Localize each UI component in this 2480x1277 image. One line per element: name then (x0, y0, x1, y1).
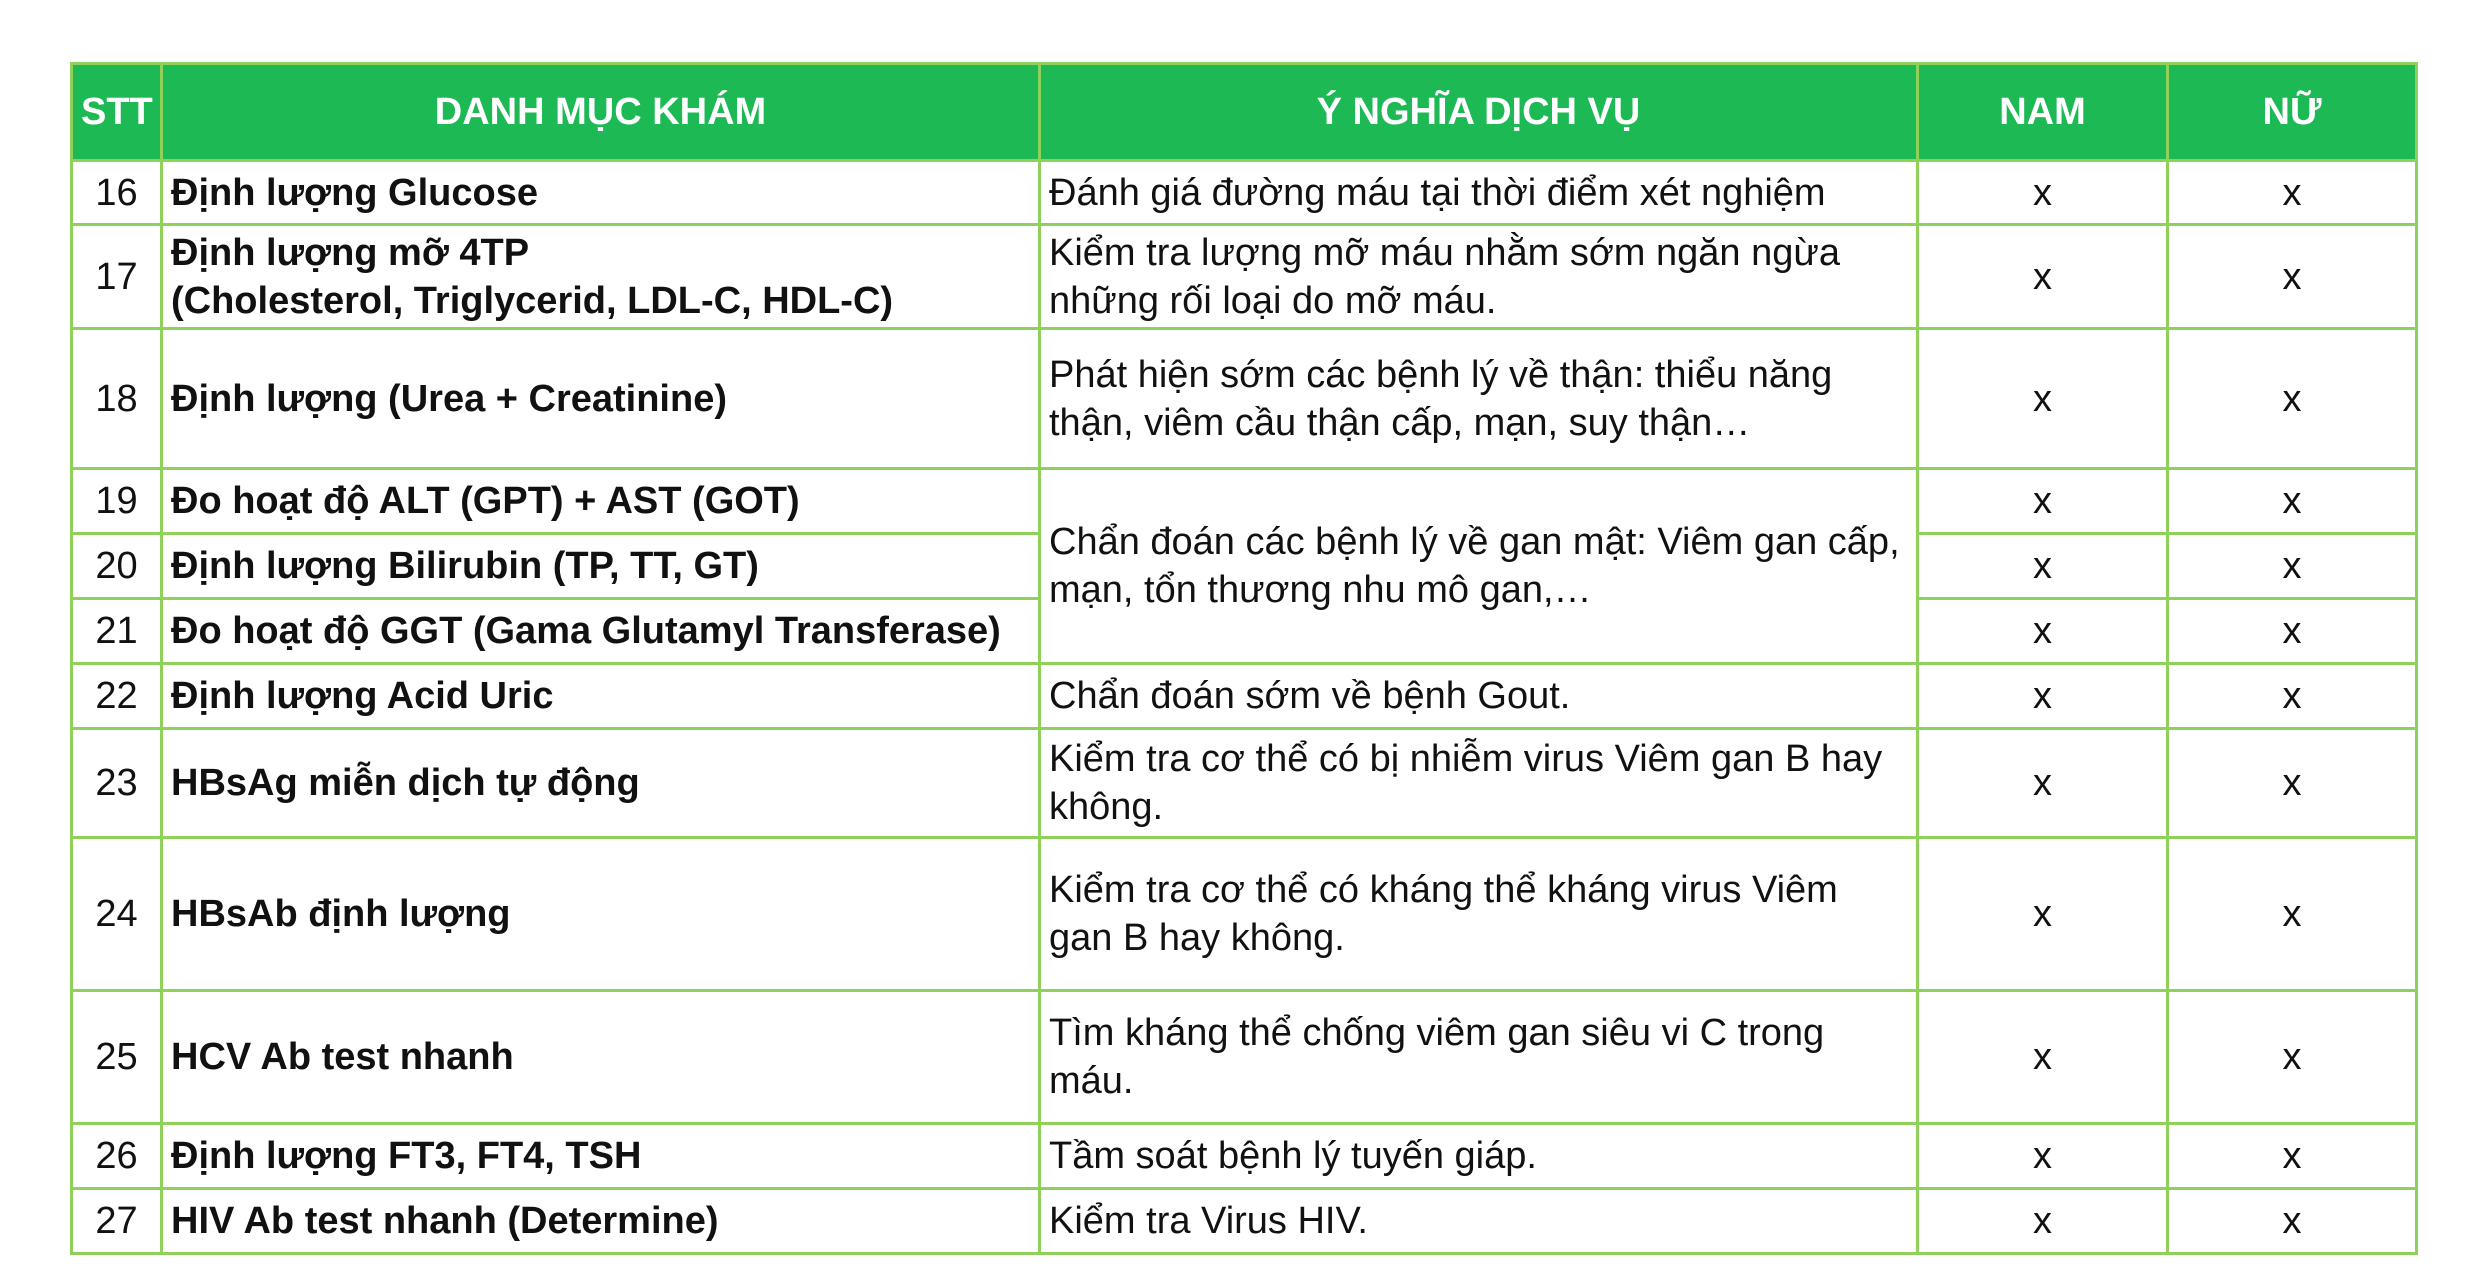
header-female: NỮ (2168, 64, 2417, 161)
header-stt: STT (72, 64, 162, 161)
header-name: DANH MỤC KHÁM (162, 64, 1040, 161)
row-name: Định lượng (Urea + Creatinine) (162, 329, 1040, 469)
row-male-mark: x (1918, 469, 2168, 534)
row-male-mark: x (1918, 664, 2168, 729)
row-name (162, 225, 1040, 329)
row-name: HBsAb định lượng (162, 838, 1040, 991)
row-female-mark: x (2168, 991, 2417, 1124)
row-female-mark: x (2168, 329, 2417, 469)
row-male-mark: x (1918, 729, 2168, 838)
row-meaning: Kiểm tra Virus HIV. (1040, 1189, 1918, 1254)
row-meaning: Phát hiện sớm các bệnh lý về thận: thiểu năng thận, viêm cầu thận cấp, mạn, suy thận… (1040, 329, 1918, 469)
row-female-mark: x (2168, 225, 2417, 329)
table-row (72, 329, 2417, 469)
row-stt: 17 (72, 225, 162, 329)
row-stt: 25 (72, 991, 162, 1124)
row-female-mark: x (2168, 534, 2417, 599)
row-stt: 23 (72, 729, 162, 838)
table-row (72, 838, 2417, 991)
row-stt: 26 (72, 1124, 162, 1189)
row-meaning: Đánh giá đường máu tại thời điểm xét nghiệm (1040, 161, 1918, 225)
table-row (72, 469, 2417, 534)
row-meaning: Kiểm tra cơ thể có bị nhiễm virus Viêm gan B hay không. (1040, 729, 1918, 838)
services-table (70, 62, 2418, 1255)
table-row (72, 225, 2417, 329)
row-name: HBsAg miễn dịch tự động (162, 729, 1040, 838)
row-male-mark: x (1918, 534, 2168, 599)
row-name-line1: Định lượng mỡ 4TP (171, 231, 530, 274)
table-row (72, 1124, 2417, 1189)
table-header-row (72, 64, 2417, 161)
row-stt: 24 (72, 838, 162, 991)
row-female-mark: x (2168, 1124, 2417, 1189)
row-meaning: Chẩn đoán sớm về bệnh Gout. (1040, 664, 1918, 729)
row-stt: 18 (72, 329, 162, 469)
row-name: Định lượng FT3, FT4, TSH (162, 1124, 1040, 1189)
row-stt: 27 (72, 1189, 162, 1254)
row-name: Đo hoạt độ GGT (Gama Glutamyl Transferase) (162, 599, 1040, 664)
row-stt: 22 (72, 664, 162, 729)
row-meaning-merged: Chẩn đoán các bệnh lý về gan mật: Viêm gan cấp, mạn, tổn thương nhu mô gan,… (1040, 469, 1918, 664)
row-female-mark: x (2168, 599, 2417, 664)
row-stt: 21 (72, 599, 162, 664)
row-male-mark: x (1918, 991, 2168, 1124)
row-meaning: Kiểm tra lượng mỡ máu nhằm sớm ngăn ngừa những rối loại do mỡ máu. (1040, 225, 1918, 329)
row-name: Định lượng Bilirubin (TP, TT, GT) (162, 534, 1040, 599)
row-male-mark: x (1918, 329, 2168, 469)
row-name: Định lượng Glucose (162, 161, 1040, 225)
row-stt: 20 (72, 534, 162, 599)
row-male-mark: x (1918, 599, 2168, 664)
row-male-mark: x (1918, 225, 2168, 329)
row-meaning: Tầm soát bệnh lý tuyến giáp. (1040, 1124, 1918, 1189)
row-male-mark: x (1918, 161, 2168, 225)
row-stt: 16 (72, 161, 162, 225)
services-table-container (70, 62, 2415, 1255)
row-meaning: Kiểm tra cơ thể có kháng thể kháng virus Viêm gan B hay không. (1040, 838, 1918, 991)
header-meaning: Ý NGHĨA DỊCH VỤ (1040, 64, 1918, 161)
row-name: HIV Ab test nhanh (Determine) (162, 1189, 1040, 1254)
row-meaning: Tìm kháng thể chống viêm gan siêu vi C trong máu. (1040, 991, 1918, 1124)
row-female-mark: x (2168, 838, 2417, 991)
row-male-mark: x (1918, 1124, 2168, 1189)
table-row (72, 161, 2417, 225)
row-male-mark: x (1918, 838, 2168, 991)
table-row (72, 664, 2417, 729)
table-row (72, 729, 2417, 838)
row-female-mark: x (2168, 161, 2417, 225)
table-row (72, 991, 2417, 1124)
row-name: HCV Ab test nhanh (162, 991, 1040, 1124)
row-male-mark: x (1918, 1189, 2168, 1254)
row-name: Định lượng Acid Uric (162, 664, 1040, 729)
row-female-mark: x (2168, 729, 2417, 838)
row-female-mark: x (2168, 469, 2417, 534)
header-male: NAM (1918, 64, 2168, 161)
row-female-mark: x (2168, 1189, 2417, 1254)
row-name-line2: (Cholesterol, Triglycerid, LDL-C, HDL-C) (171, 279, 894, 322)
row-stt: 19 (72, 469, 162, 534)
row-female-mark: x (2168, 664, 2417, 729)
table-row (72, 1189, 2417, 1254)
row-name: Đo hoạt độ ALT (GPT) + AST (GOT) (162, 469, 1040, 534)
